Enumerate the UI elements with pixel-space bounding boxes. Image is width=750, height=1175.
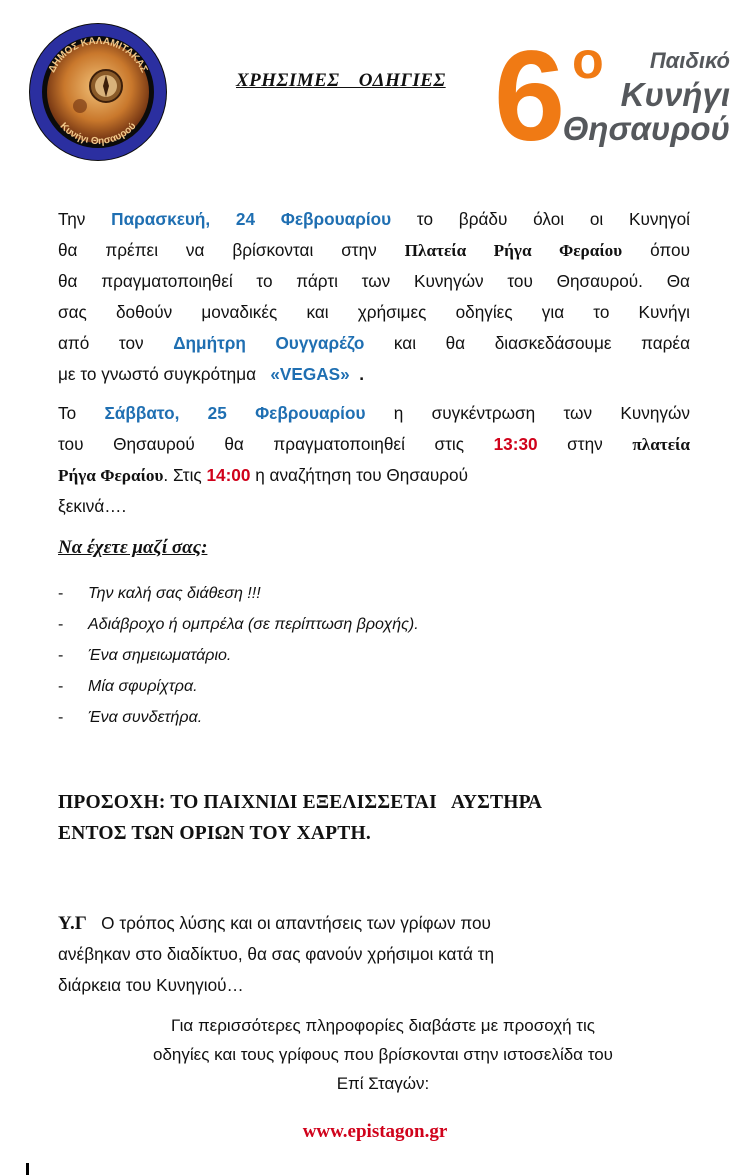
info-line3: Επί Σταγών: — [336, 1074, 430, 1093]
logo-ring-bottom-text: Κυνήγι Θησαυρού — [57, 120, 139, 148]
warning-notice — [58, 787, 542, 849]
page-edge-mark — [26, 1163, 29, 1175]
event-logo — [492, 18, 737, 158]
p2-line1: Το Σάββατο, 25 Φεβρουαρίου η συγκέντρωση των Κυνηγών — [58, 403, 690, 423]
list-item: - Την καλή σας διάθεση !!! — [58, 585, 261, 602]
logo-ordinal: ο — [572, 32, 604, 90]
saturday-paragraph — [58, 398, 690, 522]
saturday-date: Σάββατο, 25 Φεβρουαρίου — [104, 403, 366, 423]
p2-line4: ξεκινά…. — [58, 496, 127, 516]
logo-line1: Παιδικό — [649, 48, 730, 73]
friday-date: Παρασκευή, 24 Φεβρουαρίου — [111, 209, 392, 229]
bring-list — [58, 578, 419, 733]
logo-number: 6 — [494, 25, 566, 158]
more-info — [58, 1011, 708, 1098]
page-title: ΧΡΗΣΙΜΕΣ ΟΔΗΓΙΕΣ — [236, 70, 446, 91]
warning-line1: ΠΡΟΣΟΧΗ: ΤΟ ΠΑΙΧΝΙΔΙ ΕΞΕΛΙΣΣΕΤΑΙ ΑΥΣΤΗΡΑ — [58, 792, 543, 813]
info-line2: οδηγίες και τους γρίφους που βρίσκονται στην ιστοσελίδα του — [153, 1045, 613, 1064]
p2-line3: Ρήγα Φεραίου. Στις 14:00 η αναζήτηση του Θησαυρού — [58, 465, 469, 485]
ps-line3: διάρκεια του Κυνηγιού… — [58, 975, 244, 995]
warning-line2: ΕΝΤΟΣ ΤΩΝ ΟΡΙΩΝ ΤΟΥ ΧΑΡΤΗ. — [58, 823, 371, 844]
list-item: - Μία σφυρίχτρα. — [58, 678, 198, 695]
band-name: «VEGAS» — [270, 364, 350, 384]
postscript — [58, 908, 678, 1001]
info-line1: Για περισσότερες πληροφορίες διαβάστε με προσοχή τις — [170, 1016, 595, 1035]
p1-line6: με το γνωστό συγκρότημα «VEGAS» . — [58, 364, 365, 384]
logo-ring-top-text: ΔΗΜΟΣ ΚΑΛΑΜΙΤΑΚΑΣ — [46, 35, 150, 75]
p1-line1: Την Παρασκευή, 24 Φεβρουαρίου το βράδυ όλοι οι Κυνηγοί — [58, 209, 690, 229]
p1-line3: θα πραγματοποιηθεί το πάρτι των Κυνηγών του Θησαυρού. Θα — [58, 271, 690, 291]
ps-line2: ανέβηκαν στο διαδίκτυο, θα σας φανούν χρήσιμοι κατά τη — [58, 944, 495, 964]
bring-heading: Να έχετε μαζί σας: — [58, 537, 208, 558]
website-link[interactable]: www.epistagon.gr — [302, 1121, 448, 1142]
meeting-time: 13:30 — [493, 434, 538, 454]
list-item: - Ένα σημειωματάριο. — [58, 647, 232, 664]
p1-line2: θα πρέπει να βρίσκονται στην Πλατεία Ρήγα Φεραίου όπου — [58, 240, 690, 260]
logo-line3: Θησαυρού — [562, 110, 730, 147]
square-name: Πλατεία Ρήγα Φεραίου — [404, 241, 623, 260]
p1-line4: σας δοθούν μοναδικές και χρήσιμες οδηγίες για το Κυνήγι — [58, 302, 690, 322]
ps-line1: Υ.Γ Ο τρόπος λύσης και οι απαντήσεις των γρίφων που — [58, 913, 491, 934]
list-item: - Ένα συνδετήρα. — [58, 709, 203, 726]
ps-label: Υ.Γ — [58, 913, 87, 934]
party-paragraph — [58, 204, 690, 390]
host-name: Δημήτρη Ουγγαρέζο — [173, 333, 365, 353]
list-item: - Αδιάβροχο ή ομπρέλα (σε περίπτωση βροχής). — [58, 616, 419, 633]
compass-map-icon — [28, 22, 168, 162]
p2-line2: του Θησαυρού θα πραγματοποιηθεί στις 13:30 στην πλατεία — [58, 434, 690, 454]
municipality-logo — [28, 22, 168, 162]
p1-line5: από τον Δημήτρη Ουγγαρέζο και θα διασκεδάσουμε παρέα — [58, 333, 691, 353]
start-time: 14:00 — [206, 465, 251, 485]
logo-line2: Κυνήγι — [620, 76, 730, 113]
